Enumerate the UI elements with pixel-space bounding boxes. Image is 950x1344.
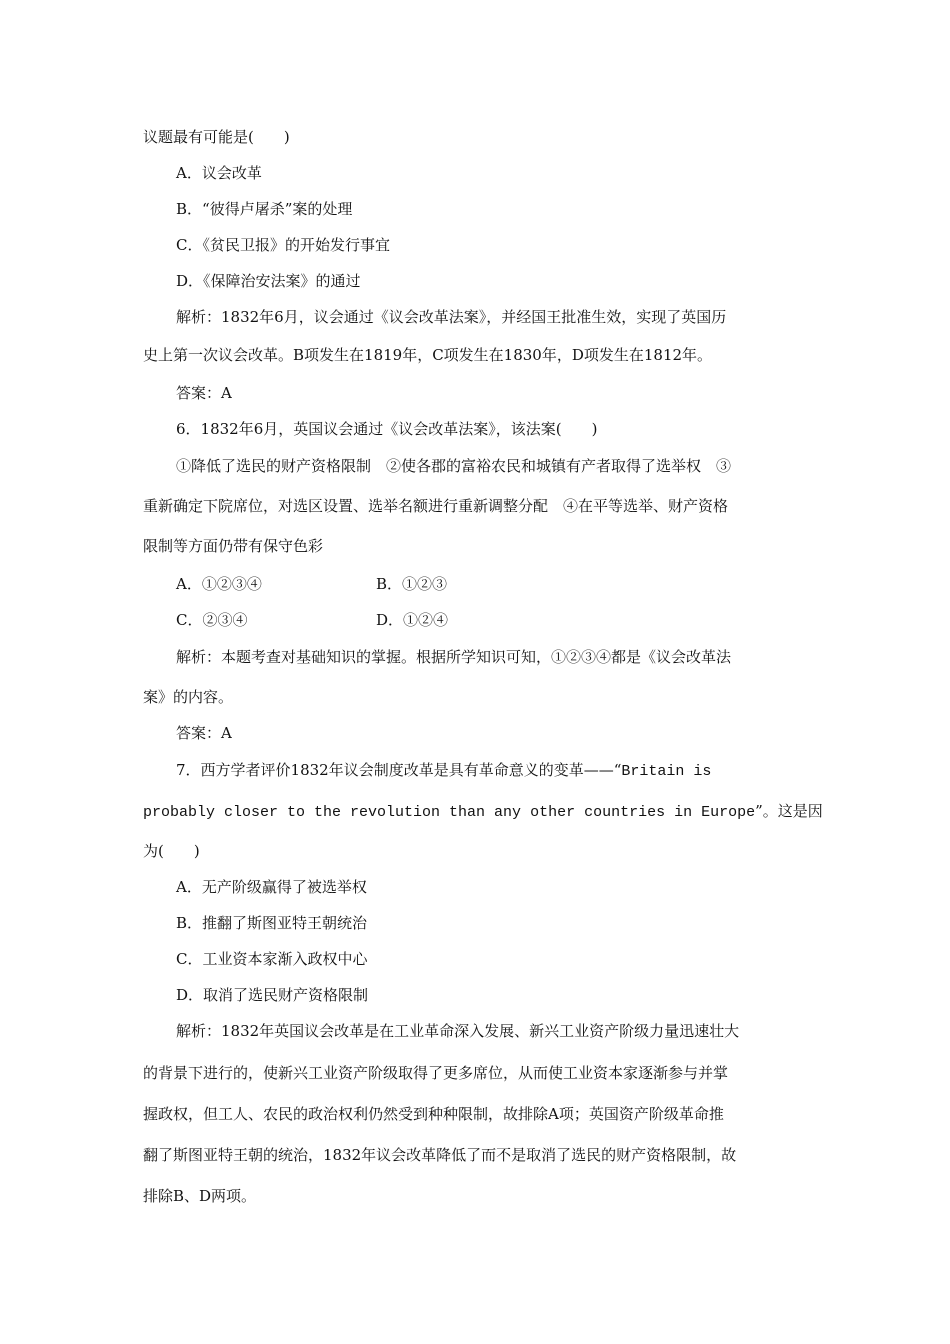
q5-analysis-line-2: 史上第一次议会改革。B项发生在1819年，C项发生在1830年，D项发生在1812年。 [143,346,713,364]
q5-answer: 答案：A [176,384,232,402]
q6-analysis-line-2: 案》的内容。 [143,688,234,706]
q7-stem-line-3: 为( ) [143,842,200,860]
q7-analysis-line-1: 解析：1832年英国议会改革是在工业革命深入发展、新兴工业资产阶级力量迅速壮大 [176,1022,740,1040]
q7-stem-line-1 [176,760,711,782]
q7-analysis-line-2: 的背景下进行的，使新兴工业资产阶级取得了更多席位，从而使工业资本家逐渐参与并掌 [143,1064,729,1082]
q5-stem-tail: 议题最有可能是( ) [143,128,290,146]
q7-stem-line-1-en: Britain is [621,763,712,780]
q7-stem-line-2-en: probably closer to the revolution than any other countries in Europe [143,804,756,821]
q6-stem: 6．1832年6月，英国议会通过《议会改革法案》，该法案( ) [176,420,598,438]
q7-stem-line-1-cn: 7．西方学者评价1832年议会制度改革是具有革命意义的变革——“ [176,761,622,779]
q7-option-d: D．取消了选民财产资格限制 [176,986,369,1004]
q7-option-b: B．推翻了斯图亚特王朝统治 [176,914,368,932]
q5-option-a: A．议会改革 [176,164,262,182]
q5-option-c: C．《贫民卫报》的开始发行事宜 [176,236,390,254]
q6-analysis-line-1: 解析：本题考查对基础知识的掌握。根据所学知识可知，①②③④都是《议会改革法 [176,648,732,666]
q6-items-line-1: ①降低了选民的财产资格限制 ②使各郡的富裕农民和城镇有产者取得了选举权 ③ [176,457,732,475]
q6-option-d: D．①②④ [376,611,449,629]
q6-items-line-2: 重新确定下院席位，对选区设置、选举名额进行重新调整分配 ④在平等选举、财产资格 [143,497,729,515]
q7-analysis-line-3: 握政权，但工人、农民的政治权利仍然受到种种限制，故排除A项；英国资产阶级革命推 [143,1105,724,1123]
q6-option-c: C．②③④ [176,611,248,629]
q7-option-c: C．工业资本家渐入政权中心 [176,950,368,968]
q7-analysis-line-4: 翻了斯图亚特王朝的统治，1832年议会改革降低了而不是取消了选民的财产资格限制，故 [143,1146,737,1164]
q5-analysis-line-1: 解析：1832年6月，议会通过《议会改革法案》，并经国王批准生效，实现了英国历 [176,308,727,326]
q5-option-b: B．“彼得卢屠杀”案的处理 [176,200,353,218]
q5-option-d: D．《保障治安法案》的通过 [176,272,361,290]
q7-analysis-line-5: 排除B、D两项。 [143,1187,257,1205]
q7-stem-line-2-cn: ”。这是因 [755,802,823,820]
q6-answer: 答案：A [176,724,232,742]
q6-option-a: A．①②③④ [176,575,262,593]
q6-items-line-3: 限制等方面仍带有保守色彩 [143,537,324,555]
q7-option-a: A．无产阶级赢得了被选举权 [176,878,367,896]
q7-stem-line-2 [143,801,823,823]
q6-option-b: B．①②③ [376,575,448,593]
